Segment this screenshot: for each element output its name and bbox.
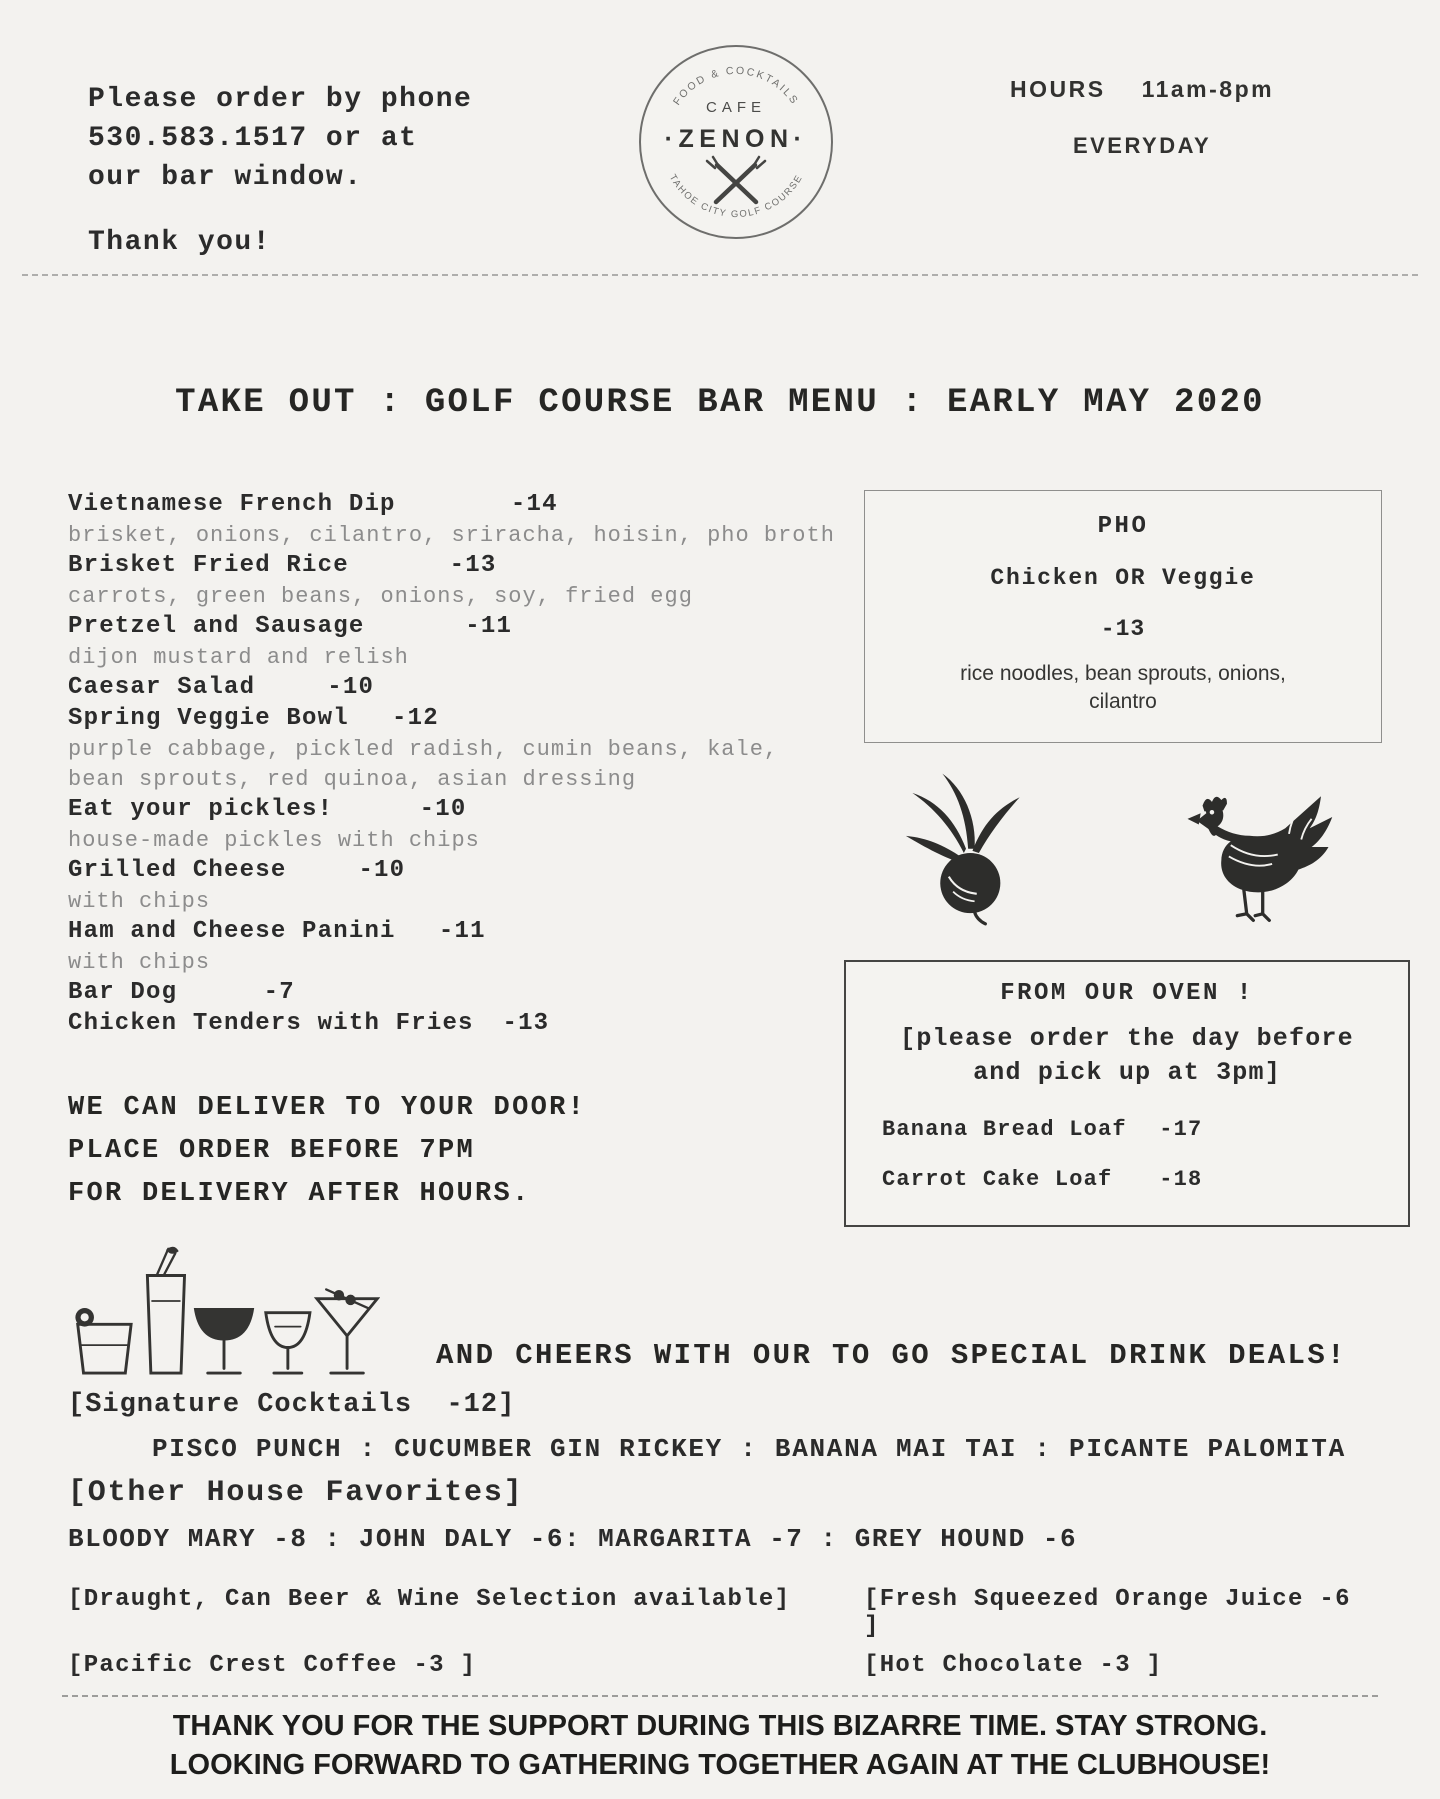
logo-seal (636, 42, 836, 242)
dashed-divider-bottom (62, 1695, 1378, 1697)
menu-item-line (68, 673, 844, 704)
pho-title: PHO (1097, 513, 1149, 540)
footer-line: THANK YOU FOR THE SUPPORT DURING THIS BIZARRE TIME. STAY STRONG. (172, 1710, 1268, 1742)
header (0, 0, 1440, 274)
menu-item-price: -10 (419, 796, 467, 823)
menu-item-price: -14 (510, 491, 558, 518)
menu-item-name: Brisket Fried Rice (68, 552, 349, 579)
illustrations-row (844, 765, 1410, 926)
oven-item-price: -17 (1159, 1117, 1203, 1142)
right-column (844, 490, 1410, 1227)
logo-name-text: ·ZENON· (664, 125, 808, 153)
house-favorites-header: [Other House Favorites] (68, 1476, 524, 1510)
menu-item (68, 917, 844, 978)
beet-illustration (880, 765, 1052, 926)
cheers-row (68, 1243, 1372, 1380)
hot-chocolate-note: [Hot Chocolate -3 ] (864, 1652, 1163, 1679)
footer-line: LOOKING FORWARD TO GATHERING TOGETHER AGAIN AT THE CLUBHOUSE! (169, 1749, 1271, 1781)
pho-description-line: cilantro (1089, 690, 1157, 713)
dashed-divider-top (22, 274, 1418, 276)
menu-item-name: Bar Dog (68, 979, 178, 1006)
oven-item (882, 1165, 1382, 1195)
oven-note-line: and pick up at 3pm] (973, 1058, 1281, 1087)
oven-title: FROM OUR OVEN ! (1000, 980, 1254, 1007)
food-menu-column (68, 490, 844, 1216)
menu-item-line (68, 856, 844, 887)
menu-item (68, 704, 844, 795)
oven-item-price: -18 (1159, 1167, 1203, 1192)
everyday-label: EVERYDAY (1072, 133, 1212, 158)
menu-item-price: -11 (438, 918, 486, 945)
hours-value: 11am-8pm (1141, 76, 1275, 102)
menu-item-name: Pretzel and Sausage (68, 613, 365, 640)
delivery-line: PLACE ORDER BEFORE 7PM (68, 1136, 476, 1166)
beer-wine-note: [Draught, Can Beer & Wine Selection available] (68, 1586, 791, 1613)
cafe-zenon-logo (636, 42, 836, 247)
menu-item-description: brisket, onions, cilantro, sriracha, hoisin, pho broth (68, 523, 835, 548)
menu-item (68, 612, 844, 673)
cocktail-glasses-illustration (68, 1243, 380, 1380)
pho-description-line: rice noodles, bean sprouts, onions, (960, 662, 1286, 685)
oven-box (844, 960, 1410, 1227)
delivery-line: WE CAN DELIVER TO YOUR DOOR! (68, 1093, 587, 1123)
menu-item-description: dijon mustard and relish (68, 645, 409, 670)
menu-item-name: Ham and Cheese Panini (68, 918, 396, 945)
pho-price: -13 (1100, 616, 1146, 642)
menu-item-line (68, 704, 844, 735)
logo-cafe-text: CAFE (705, 99, 767, 116)
signature-cocktails-list: PISCO PUNCH : CUCUMBER GIN RICKEY : BANANA MAI TAI : PICANTE PALOMITA (152, 1434, 1346, 1464)
menu-item-price: -11 (465, 613, 513, 640)
delivery-line: FOR DELIVERY AFTER HOURS. (68, 1179, 531, 1209)
menu-item-description: purple cabbage, pickled radish, cumin beans, kale, bean sprouts, red quinoa, asian dressing (68, 737, 779, 792)
menu-title: TAKE OUT : GOLF COURSE BAR MENU : EARLY MAY 2020 (175, 384, 1265, 422)
house-favorites-list: BLOODY MARY -8 : JOHN DALY -6: MARGARITA -7 : GREY HOUND -6 (68, 1524, 1078, 1554)
menu-item (68, 551, 844, 612)
menu-item-description: with chips (68, 950, 211, 975)
beverage-grid (68, 1586, 1372, 1679)
menu-item (68, 978, 844, 1009)
menu-item-description: carrots, green beans, onions, soy, fried egg (68, 584, 693, 609)
menu-item (68, 673, 844, 704)
menu-item-name: Vietnamese French Dip (68, 491, 396, 518)
hours-line (1010, 76, 1274, 103)
menu-item-line (68, 490, 844, 521)
logo-arc-top-text: FOOD & COCKTAILS (670, 64, 802, 108)
menu-item-line (68, 612, 844, 643)
menu-item-line (68, 795, 844, 826)
menu-item-price: -13 (502, 1010, 550, 1037)
menu-item (68, 795, 844, 856)
menu-item-price: -10 (358, 857, 406, 884)
menu-list (68, 490, 844, 1040)
menu-item-price: -7 (263, 979, 295, 1006)
menu-item-description: house-made pickles with chips (68, 828, 480, 853)
oven-note-line: [please order the day before (900, 1024, 1354, 1053)
pho-box (864, 490, 1382, 743)
oven-item (882, 1115, 1382, 1145)
menu-item-name: Grilled Cheese (68, 857, 287, 884)
oven-item-name: Carrot Cake Loaf (882, 1167, 1113, 1192)
delivery-note (68, 1087, 844, 1216)
pho-subtitle: Chicken OR Veggie (990, 565, 1256, 591)
thank-you-note: Thank you! (88, 227, 272, 258)
orange-juice-note: [Fresh Squeezed Orange Juice -6 ] (864, 1586, 1367, 1640)
menu-item-line (68, 1009, 844, 1040)
menu-item-price: -12 (392, 705, 439, 732)
main-content (0, 490, 1440, 1227)
logo-arc-bottom-text: TAHOE CITY GOLF COURSE (666, 172, 806, 221)
oven-item-name: Banana Bread Loaf (882, 1117, 1127, 1142)
menu-item-description: with chips (68, 889, 211, 914)
oven-note (872, 1022, 1382, 1090)
menu-item-line (68, 917, 844, 948)
order-line: 530.583.1517 or at (88, 123, 418, 154)
hours-label: HOURS (1010, 76, 1106, 102)
oven-items (872, 1115, 1382, 1195)
hours-block (1010, 76, 1274, 159)
menu-item-price: -10 (327, 674, 375, 701)
menu-item-name: Spring Veggie Bowl (68, 705, 349, 732)
signature-cocktails-header: [Signature Cocktails -12] (68, 1390, 516, 1420)
order-line: Please order by phone (88, 84, 473, 115)
cheers-headline: AND CHEERS WITH OUR TO GO SPECIAL DRINK DEALS! (436, 1339, 1347, 1372)
menu-item-line (68, 551, 844, 582)
coffee-note: [Pacific Crest Coffee -3 ] (68, 1652, 477, 1679)
drinks-section (0, 1243, 1440, 1679)
menu-item (68, 856, 844, 917)
hen-illustration (1178, 785, 1338, 926)
menu-item-name: Eat your pickles! (68, 796, 334, 823)
menu-item-line (68, 978, 844, 1009)
menu-item (68, 1009, 844, 1040)
menu-item-name: Caesar Salad (68, 674, 256, 701)
order-instructions (88, 80, 472, 262)
menu-item (68, 490, 844, 551)
order-line: our bar window. (88, 162, 363, 193)
menu-item-name: Chicken Tenders with Fries (68, 1010, 474, 1037)
menu-item-price: -13 (449, 552, 497, 579)
pho-description (877, 660, 1369, 716)
footer-message (0, 1707, 1440, 1785)
